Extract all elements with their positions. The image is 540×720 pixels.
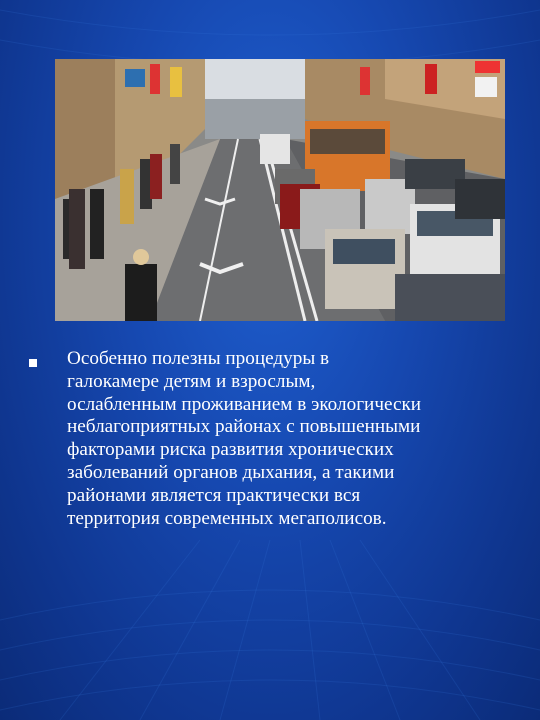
square-bullet-icon xyxy=(29,359,37,367)
slide-body-text: Особенно полезны процедуры в галокамере детям и взрослым, ослабленным проживанием в экологически неблагоприятных районах с повышенными факторами риска развития хронических заболеваний органов дыхания, а такими районами является практически вся территория современных мегаполисов. xyxy=(67,348,422,529)
street-traffic-photo xyxy=(55,59,505,321)
